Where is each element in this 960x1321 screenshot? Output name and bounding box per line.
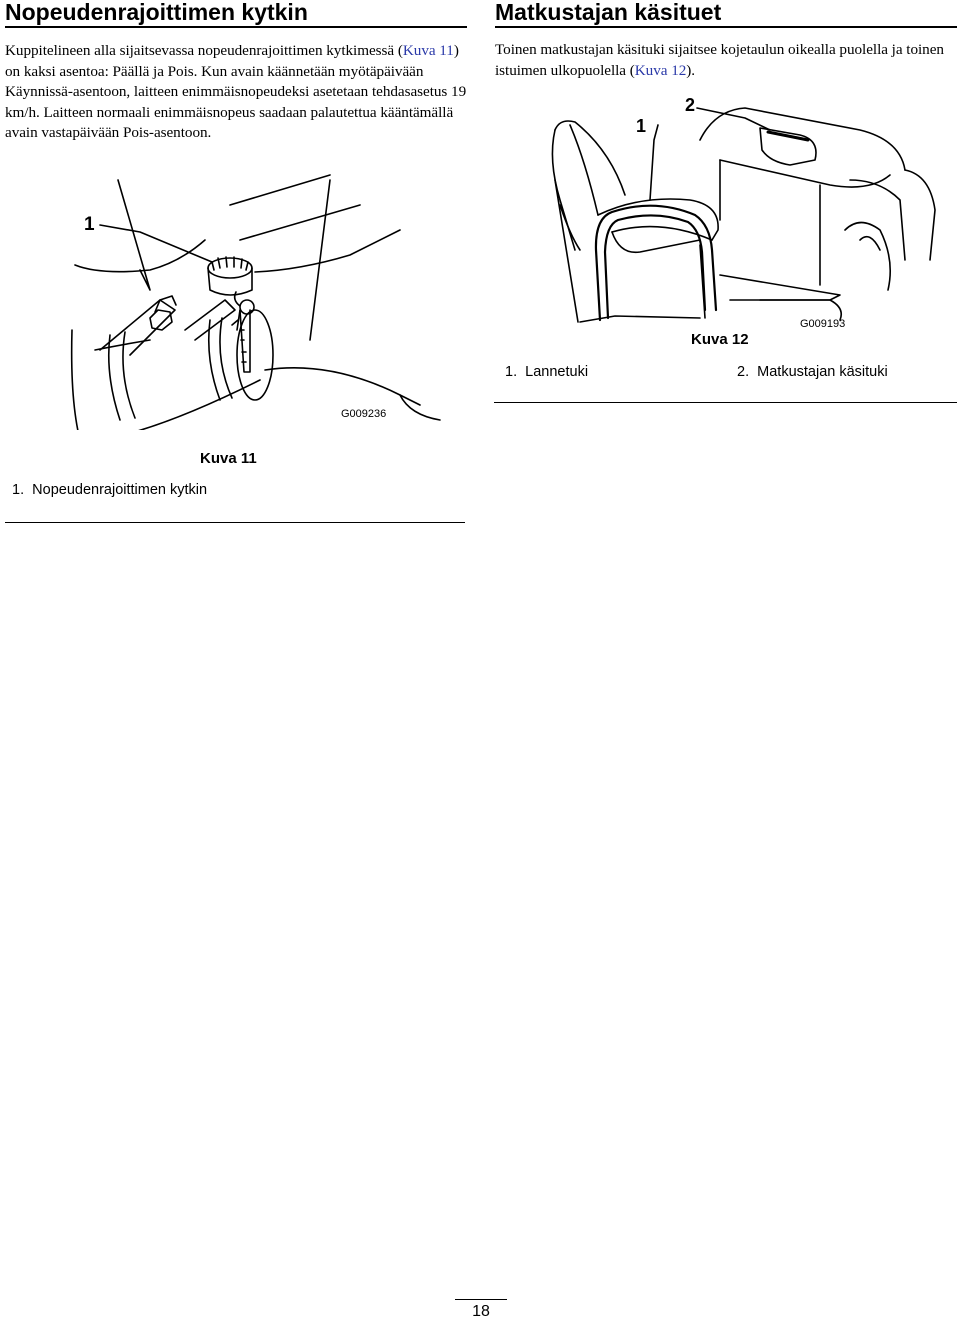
title-divider (495, 26, 957, 28)
legend-number: 1. (505, 364, 518, 380)
graphic-id: G009236 (341, 408, 387, 420)
page-number-rule (455, 1299, 507, 1300)
right-column (495, 0, 957, 81)
figure-passenger-handholds (540, 90, 960, 340)
legend-item (505, 364, 588, 380)
section-title-speed-limiter: Nopeudenrajoittimen kytkin (5, 0, 308, 25)
legend-divider (494, 402, 957, 403)
figure-reference-link[interactable]: Kuva 12 (634, 61, 687, 79)
figure-speed-limiter-switch (0, 170, 470, 430)
legend-item (737, 364, 888, 380)
figure-caption: Kuva 12 (691, 331, 749, 348)
legend-label: Lannetuki (525, 364, 589, 380)
paragraph-text: ) on kaksi asentoa: Päällä ja Pois. Kun avain käännetään myötäpäivään Käynnissä-asentoon, laitteen enimmäisnopeudeksi asetetaan tehdasasetus 19 km/h. Laitteen normaali enimmäisnopeus saadaan palautettua kääntämällä avain vastapäivään Pois-asentoon. (5, 42, 467, 141)
legend-number: 1. (12, 482, 25, 498)
paragraph-text: Kuppitelineen alla sijaitsevassa nopeudenrajoittimen kytkimessä ( (5, 42, 403, 59)
callout-number: 1 (84, 214, 95, 235)
title-divider (5, 26, 467, 28)
section-title-passenger-handholds: Matkustajan käsituet (495, 0, 722, 25)
speed-limiter-paragraph (5, 41, 467, 144)
figure-caption: Kuva 11 (200, 450, 257, 467)
figure-reference-link[interactable]: Kuva 11 (402, 42, 454, 59)
legend-number: 2. (737, 364, 750, 380)
left-column (5, 0, 467, 144)
graphic-id: G009193 (800, 318, 846, 330)
legend-label: Matkustajan käsituki (757, 364, 888, 380)
page-number: 18 (472, 1303, 490, 1320)
legend-item (12, 482, 207, 498)
paragraph-text: Toinen matkustajan käsituki sijaitsee kojetaulun oikealla puolella ja toinen istuimen ulkopuolella ( (495, 41, 944, 79)
legend-label: Nopeudenrajoittimen kytkin (32, 482, 208, 498)
callout-number-1: 1 (636, 116, 647, 136)
legend-divider (5, 522, 465, 523)
paragraph-text: ). (686, 61, 696, 79)
callout-number-2: 2 (685, 95, 696, 115)
handholds-paragraph (495, 40, 957, 81)
